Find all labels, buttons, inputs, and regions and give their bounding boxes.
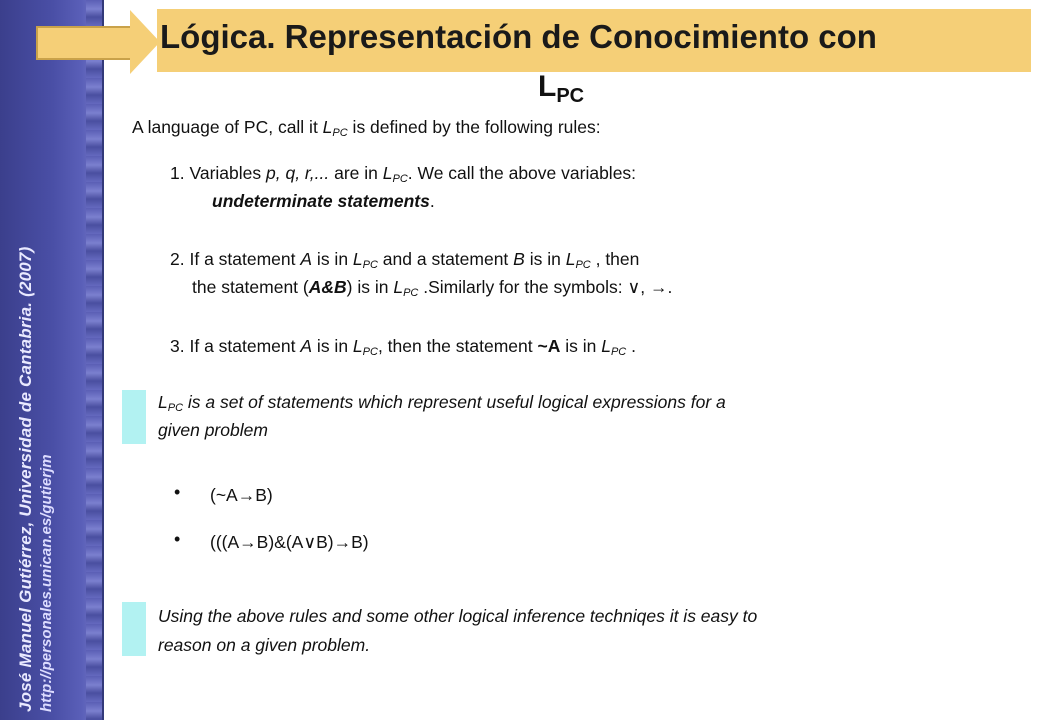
- bullet-dot: •: [174, 529, 181, 549]
- note-2-line-2: reason on a given problem.: [158, 635, 371, 655]
- rule-1-line-2: undeterminate statements.: [212, 191, 435, 211]
- note-1-line-2: given problem: [158, 420, 268, 440]
- author-url: http://personales.unican.es/gutierjm: [38, 454, 55, 712]
- author-credit: José Manuel Gutiérrez, Universidad de Cantabria. (2007): [16, 246, 35, 712]
- title-arrow-icon: [36, 26, 134, 60]
- note-2-marker: [122, 602, 146, 656]
- rule-2-line-2: the statement (A&B) is in $L_{PC}$ .Similarly for the symbols: ∨, →.: [192, 277, 673, 299]
- rule-2-line-1: 2. If a statement A is in $L_{PC}$ and a statement B is in $L_{PC}$ , then: [170, 249, 640, 271]
- bullet-formula-1: (~A→B): [210, 485, 273, 505]
- title-arrow-head-icon: [130, 10, 160, 74]
- intro-line: A language of PC, call it $L_{PC}$ is defined by the following rules:: [132, 117, 601, 139]
- sidebar-credits: [0, 0, 96, 720]
- rule-3-line: 3. If a statement A is in $L_{PC}$, then the statement ~A is in $L_{PC}$ .: [170, 336, 636, 358]
- bullet-dot: •: [174, 482, 181, 502]
- slide-title-lpc: $L_{PC}$: [538, 70, 585, 107]
- note-2-line-1: Using the above rules and some other logical inference techniqes it is easy to: [158, 606, 758, 626]
- bullet-formula-2: (((A→B)&(A∨B)→B): [210, 532, 369, 552]
- rule-1-line-1: 1. Variables p, q, r,... are in $L_{PC}$. We call the above variables:: [170, 163, 637, 185]
- slide-title: Lógica. Representación de Conocimiento con: [160, 18, 877, 55]
- note-1-line-1: $L_{PC}$ is a set of statements which represent useful logical expressions for a: [158, 392, 726, 414]
- note-1-marker: [122, 390, 146, 444]
